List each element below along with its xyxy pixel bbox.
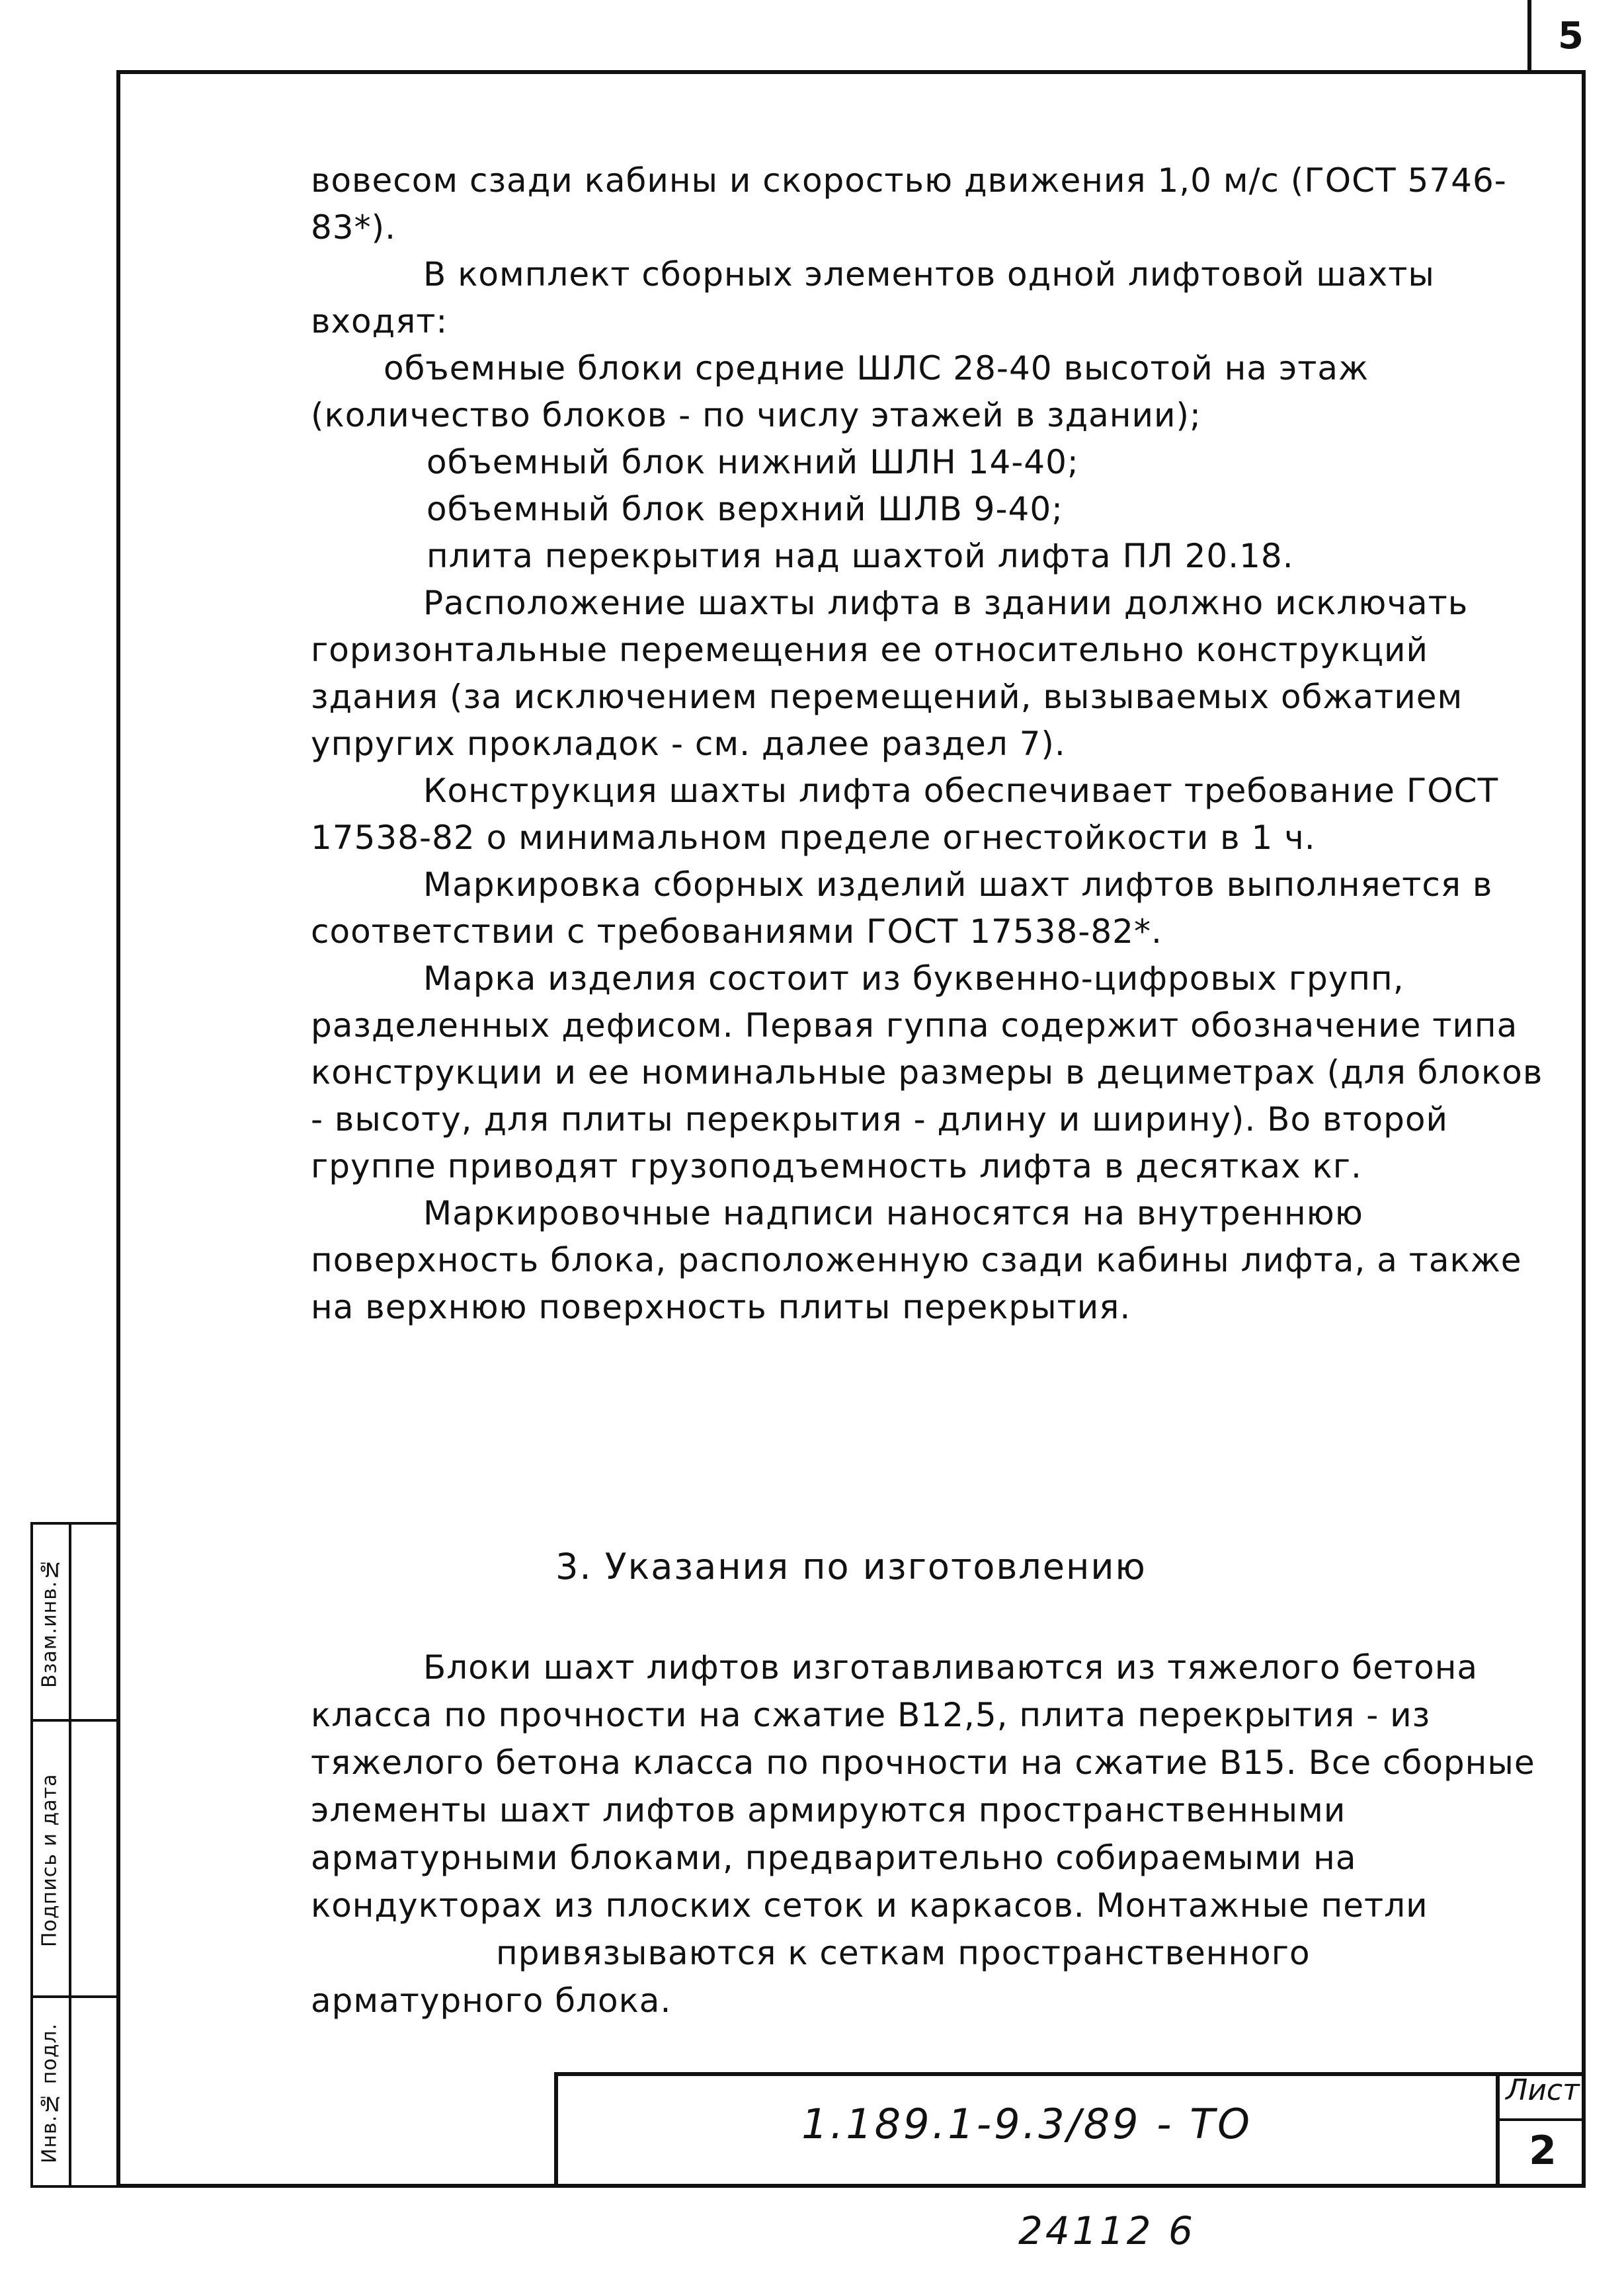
paragraph: объемные блоки средние ШЛС 28-40 высотой на этаж (количество блоков - по числу этажей в здании);: [311, 349, 1369, 434]
paragraph: Марка изделия состоит из буквенно-цифровых групп, разделенных дефисом. Первая гуппа содержит обозначение типа конструкции и ее номинальные размеры в дециметрах (для блоков - высоту, для плиты перекрытия - длину и ширину). Во второй группе приводят грузоподъемность лифта в десятках кг.: [311, 959, 1543, 1185]
list-item: объемный блок верхний ШЛВ 9-40;: [426, 490, 1063, 528]
sheet-label: Лист: [1506, 2073, 1580, 2107]
body-text-top: [311, 157, 1554, 1331]
corner-page-number: 5: [1558, 15, 1584, 58]
paragraph: В комплект сборных элементов одной лифтовой шахты входят:: [311, 255, 1435, 340]
archive-number: 24112 6: [1018, 2208, 1196, 2253]
paragraph: вовесом сзади кабины и скоростью движения 1,0 м/с (ГОСТ 5746-83*).: [311, 161, 1507, 247]
paragraph: Маркировочные надписи наносятся на внутреннюю поверхность блока, расположенную сзади кабины лифта, а также на верхнюю поверхность плиты перекрытия.: [311, 1194, 1522, 1326]
paragraph: привязываются к сеткам пространственного арматурного блока.: [311, 1934, 1311, 2020]
body-text-bottom: [311, 1644, 1554, 2024]
paragraph: Маркировка сборных изделий шахт лифтов выполняется в соответствии с требованиями ГОСТ 17538-82*.: [311, 865, 1493, 951]
stamp-label-replacement: Взам.инв.№: [38, 1556, 61, 1689]
list-item: плита перекрытия над шахтой лифта ПЛ 20.18.: [426, 537, 1294, 575]
document-code: 1.189.1-9.3/89 - ТО: [801, 2100, 1252, 2148]
list-item: объемный блок нижний ШЛН 14-40;: [426, 443, 1079, 481]
paragraph: Расположение шахты лифта в здании должно исключать горизонтальные перемещения ее относительно конструкций здания (за исключением перемещений, вызываемых обжатием упругих прокладок - см. далее раздел 7).: [311, 584, 1469, 763]
paragraph: Конструкция шахты лифта обеспечивает требование ГОСТ 17538-82 о минимальном пределе огнестойкости в 1 ч.: [311, 772, 1499, 857]
stamp-label-original: Инв.№ подл.: [38, 2023, 61, 2164]
stamp-label-signature: Подпись и дата: [38, 1773, 61, 1948]
sheet-cell-divider: [1496, 2118, 1586, 2121]
paragraph: Блоки шахт лифтов изготавливаются из тяжелого бетона класса по прочности на сжатие В12,5, плита перекрытия - из тяжелого бетона класса по прочности на сжатие В15. Все сборные элементы шахт лифтов армируются пространственными арматурными блоками, предварительно собираемыми на кондукторах из плоских сеток и каркасов. Монтажные петли: [311, 1648, 1535, 1925]
sheet-number: 2: [1529, 2128, 1557, 2174]
section-title: 3. Указания по изготовлению: [555, 1546, 1147, 1587]
